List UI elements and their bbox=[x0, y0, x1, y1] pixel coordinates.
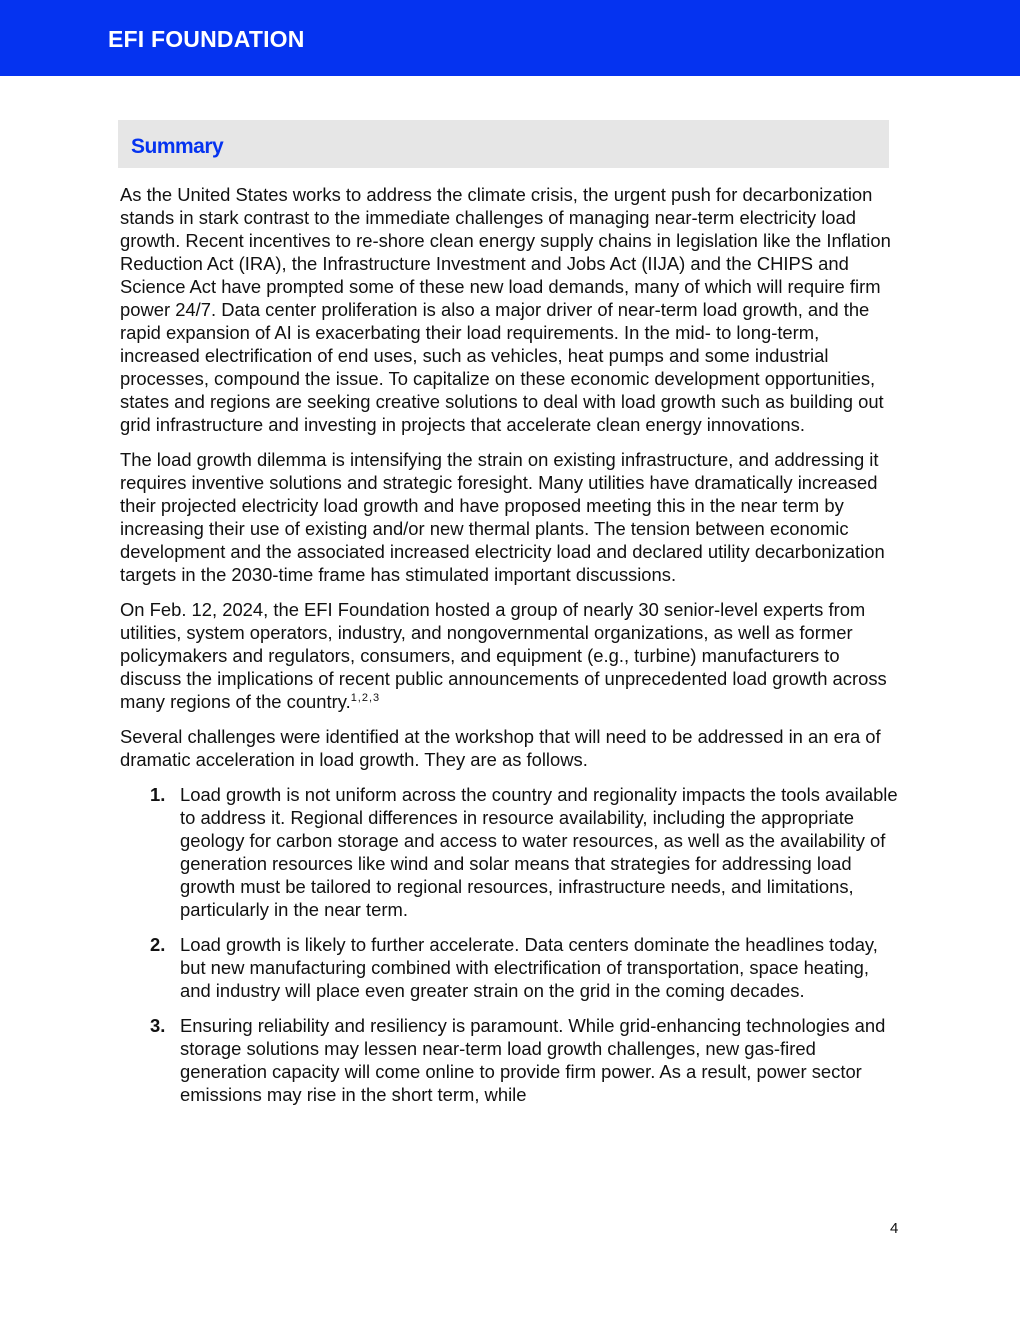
organization-name: EFI FOUNDATION bbox=[108, 26, 305, 52]
list-item-text: Ensuring reliability and resiliency is paramount. While grid-enhancing technologies and storage solutions may lessen near-term load growth challenges, new gas-fired generation capacity will come online to provide firm power. As a result, power sector emissions may rise in the short term, while bbox=[180, 1015, 886, 1105]
header-bar bbox=[0, 0, 1020, 76]
list-item-text: Load growth is likely to further accelerate. Data centers dominate the headlines today, but new manufacturing combined with electrification of transportation, space heating, and industry will place even greater strain on the grid in the coming decades. bbox=[180, 934, 878, 1001]
list-item bbox=[120, 933, 902, 1002]
list-item-number: 1. bbox=[150, 784, 166, 805]
paragraph-workshop-text: On Feb. 12, 2024, the EFI Foundation hosted a group of nearly 30 senior-level experts from utilities, system operators, industry, and nongovernmental organizations, as well as former policymakers and regulators, consumers, and equipment (e.g., turbine) manufacturers to discuss the implications of recent public announcements of unprecedented load growth across many regions of the country. bbox=[120, 599, 887, 712]
paragraph-load-growth-dilemma: The load growth dilemma is intensifying the strain on existing infrastructure, and addressing it requires inventive solutions and strategic foresight. Many utilities have dramatically increased their projected electricity load growth and have proposed meeting this in the near term by increasing their use of existing and/or new thermal plants. The tension between economic development and the associated increased electricity load and declared utility decarbonization targets in the 2030-time frame has stimulated important discussions. bbox=[120, 449, 885, 585]
challenges-list bbox=[120, 783, 902, 1106]
page-number: 4 bbox=[890, 1220, 899, 1237]
paragraph-intro: As the United States works to address the climate crisis, the urgent push for decarbonization stands in stark contrast to the immediate challenges of managing near-term electricity load growth. Recent incentives to re-shore clean energy supply chains in legislation like the Inflation Reduction Act (IRA), the Infrastructure Investment and Jobs Act (IIJA) and the CHIPS and Science Act have prompted some of these new load demands, many of which will require firm power 24/7. Data center proliferation is also a major driver of near-term load growth, and the rapid expansion of AI is exacerbating their load requirements. In the mid- to long-term, increased electrification of end uses, such as vehicles, heat pumps and some industrial processes, compound the issue. To capitalize on these economic development opportunities, states and regions are seeking creative solutions to deal with load growth such as building out grid infrastructure and investing in projects that accelerate clean energy innovations. bbox=[120, 184, 891, 435]
list-item-text: Load growth is not uniform across the country and regionality impacts the tools available to address it. Regional differences in resource availability, including the appropriate geology for carbon storage and access to water resources, as well as the availability of generation resources like wind and solar means that strategies for addressing load growth must be tailored to regional resources, infrastructure needs, and limitations, particularly in the near term. bbox=[180, 784, 898, 920]
footnote-references[interactable]: 1,2,3 bbox=[350, 692, 381, 704]
paragraph-workshop bbox=[120, 598, 902, 713]
section-title: Summary bbox=[131, 135, 224, 158]
paragraph-challenges-intro: Several challenges were identified at the workshop that will need to be addressed in an era of dramatic acceleration in load growth. They are as follows. bbox=[120, 726, 881, 770]
list-item bbox=[120, 1014, 902, 1106]
list-item bbox=[120, 783, 902, 921]
list-item-number: 3. bbox=[150, 1015, 166, 1036]
list-item-number: 2. bbox=[150, 934, 166, 955]
document-body bbox=[120, 183, 902, 1118]
section-heading-box bbox=[118, 120, 889, 168]
